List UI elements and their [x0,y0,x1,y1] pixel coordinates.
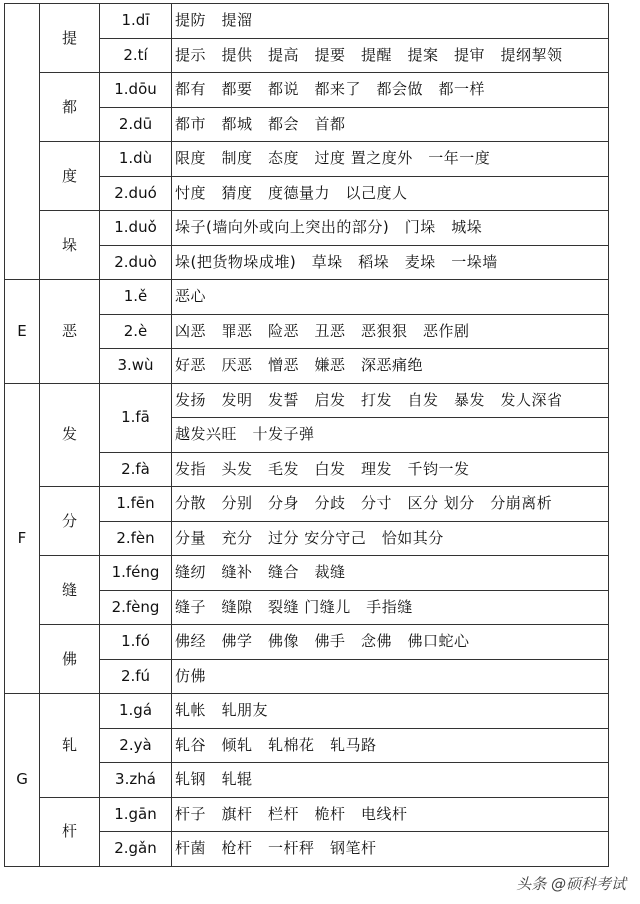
example-words-cell: 缝纫 缝补 缝合 裁缝 [172,556,609,591]
pinyin-cell: 2.fà [100,452,172,487]
index-letter-cell: E [5,280,40,384]
pinyin-cell: 1.dù [100,142,172,177]
character-cell: 杆 [40,797,100,866]
example-words-cell: 提示 提供 提高 提要 提醒 提案 提审 提纲挈领 [172,38,609,73]
pinyin-cell: 2.fèn [100,521,172,556]
pinyin-cell: 1.gá [100,694,172,729]
character-cell: 提 [40,4,100,73]
example-words-cell: 都市 都城 都会 首都 [172,107,609,142]
example-words-cell: 都有 都要 都说 都来了 都会做 都一样 [172,73,609,108]
character-cell: 恶 [40,280,100,384]
table-row [5,73,609,108]
character-cell: 发 [40,383,100,487]
character-cell: 缝 [40,556,100,625]
table-row [5,625,609,660]
index-letter-cell [5,4,40,280]
example-words-cell: 提防 提溜 [172,4,609,39]
watermark: 头条 @硕科考试 [516,875,626,893]
pinyin-cell: 1.féng [100,556,172,591]
example-words-cell: 发指 头发 毛发 白发 理发 千钧一发 [172,452,609,487]
table-row [5,694,609,729]
example-words-cell: 忖度 猜度 度德量力 以己度人 [172,176,609,211]
pinyin-cell: 1.dōu [100,73,172,108]
example-words-cell: 好恶 厌恶 憎恶 嫌恶 深恶痛绝 [172,349,609,384]
pinyin-cell: 1.dī [100,4,172,39]
pinyin-cell: 1.ě [100,280,172,315]
index-letter-cell: G [5,694,40,867]
polyphonic-character-table [4,3,609,867]
pinyin-cell: 1.gān [100,797,172,832]
character-cell: 分 [40,487,100,556]
pinyin-cell: 1.fó [100,625,172,660]
pinyin-cell: 2.fèng [100,590,172,625]
pinyin-cell: 1.fēn [100,487,172,522]
table-row [5,4,609,39]
index-letter-cell: F [5,383,40,694]
pinyin-cell: 2.duó [100,176,172,211]
pinyin-cell: 2.dū [100,107,172,142]
example-words-cell: 仿佛 [172,659,609,694]
pinyin-cell: 3.zhá [100,763,172,798]
pinyin-cell: 2.tí [100,38,172,73]
table-row [5,556,609,591]
character-cell: 都 [40,73,100,142]
pinyin-cell: 2.duò [100,245,172,280]
example-words-cell: 凶恶 罪恶 险恶 丑恶 恶狠狠 恶作剧 [172,314,609,349]
character-cell: 佛 [40,625,100,694]
table-row [5,383,609,418]
example-words-cell: 垛(把货物垛成堆) 草垛 稻垛 麦垛 一垛墙 [172,245,609,280]
pinyin-cell: 2.è [100,314,172,349]
example-words-cell: 发扬 发明 发誓 启发 打发 自发 暴发 发人深省 [172,383,609,418]
example-words-cell: 轧谷 倾轧 轧棉花 轧马路 [172,728,609,763]
table-row [5,797,609,832]
example-words-cell: 分散 分别 分身 分歧 分寸 区分 划分 分崩离析 [172,487,609,522]
pinyin-cell: 1.fā [100,383,172,452]
pinyin-cell: 2.fú [100,659,172,694]
example-words-cell: 佛经 佛学 佛像 佛手 念佛 佛口蛇心 [172,625,609,660]
character-cell: 垛 [40,211,100,280]
example-words-cell: 垛子(墙向外或向上突出的部分) 门垛 城垛 [172,211,609,246]
table-row [5,280,609,315]
example-words-cell: 轧钢 轧辊 [172,763,609,798]
pinyin-cell: 2.yà [100,728,172,763]
example-words-cell: 轧帐 轧朋友 [172,694,609,729]
table-row [5,142,609,177]
table-row [5,487,609,522]
example-words-cell: 分量 充分 过分 安分守己 恰如其分 [172,521,609,556]
table-row [5,211,609,246]
pinyin-cell: 1.duǒ [100,211,172,246]
pinyin-cell: 2.gǎn [100,832,172,867]
table-body [5,4,609,867]
example-words-cell: 恶心 [172,280,609,315]
example-words-cell: 杆子 旗杆 栏杆 桅杆 电线杆 [172,797,609,832]
character-cell: 轧 [40,694,100,798]
pinyin-cell: 3.wù [100,349,172,384]
example-words-cell: 缝子 缝隙 裂缝 门缝儿 手指缝 [172,590,609,625]
example-words-cell: 越发兴旺 十发子弹 [172,418,609,453]
example-words-cell: 限度 制度 态度 过度 置之度外 一年一度 [172,142,609,177]
character-cell: 度 [40,142,100,211]
example-words-cell: 杆菌 枪杆 一杆秤 钢笔杆 [172,832,609,867]
